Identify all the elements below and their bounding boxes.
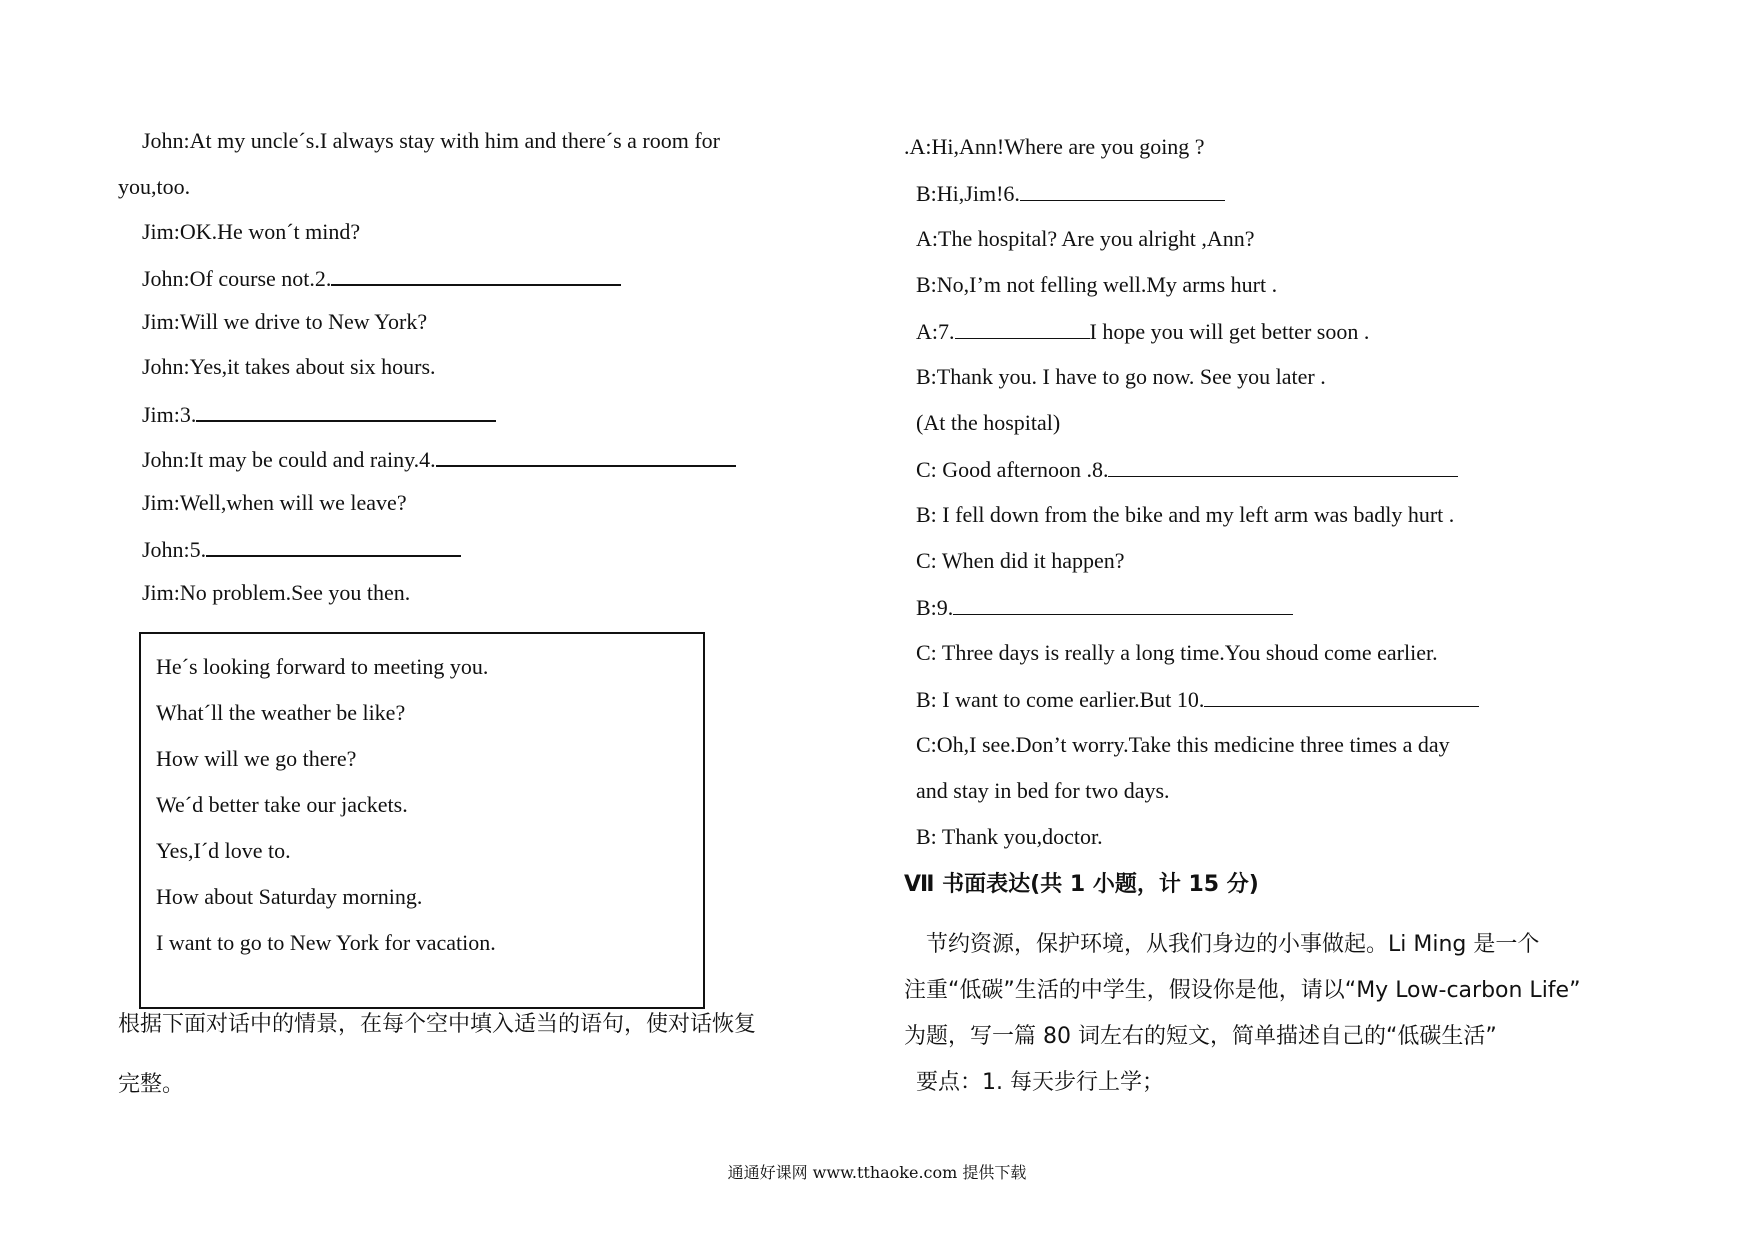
dialogue-line: C: When did it happen? (916, 548, 1125, 573)
dialogue-line: C: Three days is really a long time.You shoud come earlier. (916, 640, 1438, 665)
option-item: What´ll the weather be like? (156, 700, 406, 725)
option-item: How about Saturday morning. (156, 884, 423, 909)
instruction-line: 完整。 (118, 1072, 185, 1097)
dialogue-line: John:At my uncle´s.I always stay with him and there´s a room for (142, 128, 720, 153)
dialogue-line: (At the hospital) (916, 410, 1061, 435)
dialogue-line: B:No,I’m not felling well.My arms hurt . (916, 272, 1278, 297)
dialogue-line: you,too. (118, 174, 191, 199)
dialogue-text: John:Of course not.2. (142, 266, 332, 291)
answer-blank-3[interactable] (196, 398, 496, 422)
dialogue-text: C: Good afternoon .8. (916, 457, 1109, 482)
dialogue-text: B:9. (916, 595, 954, 620)
essay-line: 为题，写一篇 80 词左右的短文，简单描述自己的“低碳生活” (904, 1024, 1497, 1049)
dialogue-line: John:Yes,it takes about six hours. (142, 354, 436, 379)
option-item: How will we go there? (156, 746, 357, 771)
dialogue-line (142, 443, 736, 475)
dialogue-text: B: I want to come earlier.But 10. (916, 687, 1205, 712)
dialogue-line: Jim:Well,when will we leave? (142, 490, 407, 515)
essay-line: 要点：1. 每天步行上学； (916, 1070, 1164, 1095)
answer-blank-6[interactable] (1020, 178, 1225, 201)
dialogue-line (142, 398, 496, 430)
option-item: We´d better take our jackets. (156, 792, 408, 817)
dialogue-line: Jim:OK.He won´t mind? (142, 219, 361, 244)
dialogue-line: Jim:No problem.See you then. (142, 580, 411, 605)
dialogue-line: .A:Hi,Ann!Where are you going ? (904, 134, 1205, 159)
dialogue-text: John:It may be could and rainy.4. (142, 447, 436, 472)
dialogue-line (142, 533, 461, 565)
dialogue-text: John:5. (142, 537, 207, 562)
essay-line: 注重“低碳”生活的中学生，假设你是他，请以“My Low-carbon Life” (904, 978, 1581, 1003)
answer-blank-5[interactable] (206, 533, 461, 557)
dialogue-line (916, 454, 1458, 485)
footer-credit: 通通好课网 www.tthaoke.com 提供下载 (727, 1163, 1027, 1182)
dialogue-line: A:The hospital? Are you alright ,Ann? (916, 226, 1255, 251)
answer-blank-7[interactable] (955, 316, 1090, 339)
section-title: Ⅶ 书面表达(共 1 小题，计 15 分) (904, 872, 1259, 897)
dialogue-line (916, 316, 1369, 347)
essay-line: 节约资源，保护环境，从我们身边的小事做起。Li Ming 是一个 (926, 932, 1540, 957)
dialogue-line (142, 262, 621, 294)
answer-blank-10[interactable] (1204, 684, 1479, 707)
dialogue-line (916, 178, 1225, 209)
dialogue-text: B:Hi,Jim!6. (916, 181, 1020, 206)
dialogue-line: Jim:Will we drive to New York? (142, 309, 428, 334)
option-item: He´s looking forward to meeting you. (156, 654, 489, 679)
option-item: I want to go to New York for vacation. (156, 930, 496, 955)
options-box (139, 632, 705, 1009)
dialogue-line: and stay in bed for two days. (916, 778, 1170, 803)
dialogue-line (916, 684, 1479, 715)
answer-blank-4[interactable] (436, 443, 736, 467)
answer-blank-2[interactable] (331, 262, 621, 286)
dialogue-text: Jim:3. (142, 402, 197, 427)
answer-blank-8[interactable] (1108, 454, 1458, 477)
dialogue-line (916, 592, 1293, 623)
dialogue-text: I hope you will get better soon . (1089, 319, 1370, 344)
dialogue-line: B: Thank you,doctor. (916, 824, 1103, 849)
dialogue-text: A:7. (916, 319, 955, 344)
instruction-line: 根据下面对话中的情景，在每个空中填入适当的语句，使对话恢复 (118, 1012, 757, 1037)
dialogue-line: C:Oh,I see.Don’t worry.Take this medicine three times a day (916, 732, 1450, 757)
answer-blank-9[interactable] (953, 592, 1293, 615)
option-item: Yes,I´d love to. (156, 838, 291, 863)
dialogue-line: B:Thank you. I have to go now. See you later . (916, 364, 1326, 389)
dialogue-line: B: I fell down from the bike and my left arm was badly hurt . (916, 502, 1455, 527)
